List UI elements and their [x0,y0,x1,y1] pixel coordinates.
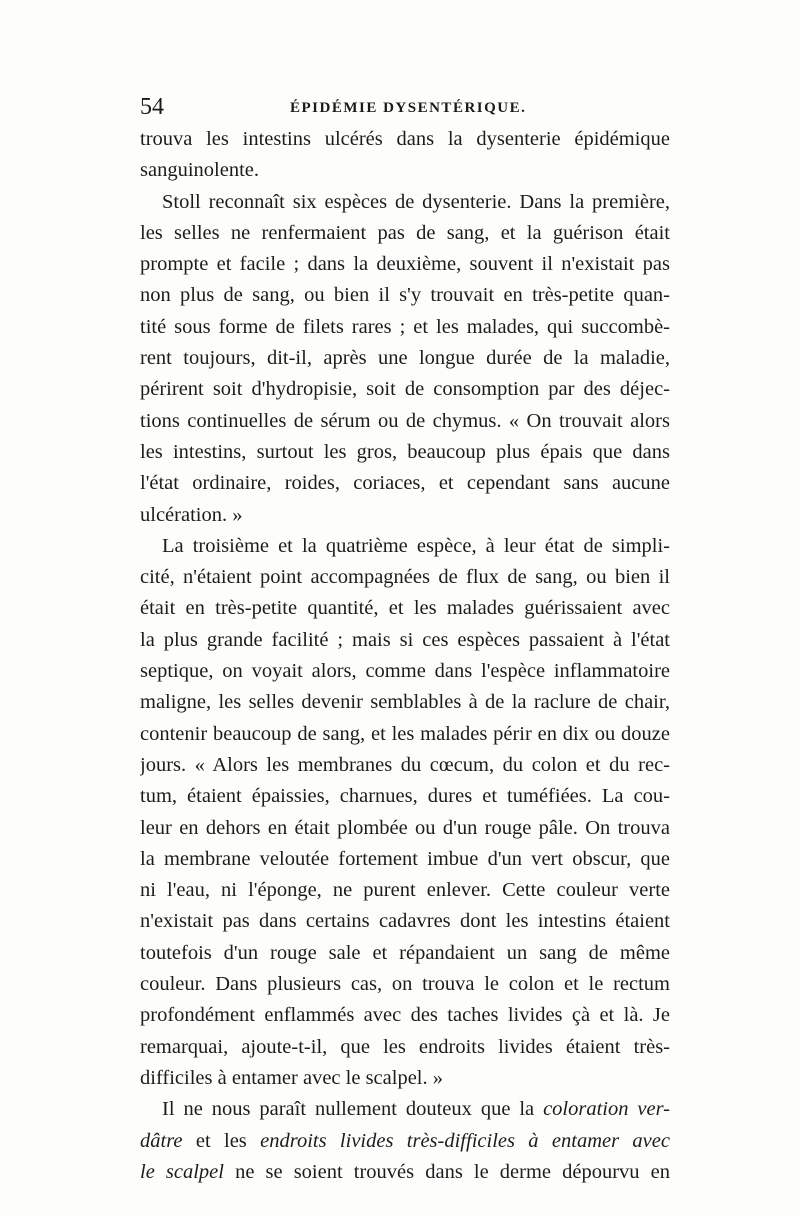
italic-run: endroits livides très-difficiles à entamer avec [260,1129,670,1152]
body-text [140,124,670,1188]
text-line: rent toujours, dit-il, après une longue durée de la maladie, [140,347,670,370]
running-title: ÉPIDÉMIE DYSENTÉRIQUE. [290,100,527,116]
text-line: les selles ne renfermaient pas de sang, et la guérison était [140,221,670,244]
italic-run: dâtre [140,1129,183,1152]
text-run: Il ne nous paraît nullement douteux que la [162,1098,544,1121]
text-line [140,1094,670,1125]
running-head [140,92,670,122]
text-line: l'état ordinaire, roides, coriaces, et cependant sans aucune [140,472,670,495]
text-line: remarquai, ajoute-t-il, que les endroits livides étaient très- [140,1035,670,1058]
text-line: contenir beaucoup de sang, et les malades périr en dix ou douze [140,722,670,745]
text-line: les intestins, surtout les gros, beaucoup plus épais que dans [140,440,670,463]
text-run: et les [182,1129,261,1152]
text-line: tité sous forme de filets rares ; et les malades, qui succombè- [140,315,670,338]
text-line: était en très-petite quantité, et les malades guérissaient avec [140,597,670,620]
text-line: septique, on voyait alors, comme dans l'espèce inflammatoire [140,660,670,683]
text-line: cité, n'étaient point accompagnées de flux de sang, ou bien il [140,566,670,589]
text-line: la plus grande facilité ; mais si ces espèces passaient à l'état [140,628,670,651]
text-line [140,1126,670,1157]
text-line: jours. « Alors les membranes du cœcum, du colon et du rec- [140,753,670,776]
text-line: sanguinolente. [140,159,259,182]
text-line: difficiles à entamer avec le scalpel. » [140,1066,443,1089]
text-run: ne se soient trouvés dans le derme dépourvu en [223,1160,670,1183]
text-line: tions continuelles de sérum ou de chymus. « On trouvait alors [140,409,670,432]
text-line: profondément enflammés avec des taches livides çà et là. Je [140,1004,670,1027]
text-line: leur en dehors en était plombée ou d'un rouge pâle. On trouva [140,816,670,839]
text-line: toutefois d'un rouge sale et répandaient un sang de même [140,941,670,964]
italic-run: le scalpel [140,1160,224,1183]
italic-run: coloration ver- [543,1098,670,1121]
text-line: tum, étaient épaissies, charnues, dures et tuméfiées. La cou- [140,785,670,808]
text-line: périrent soit d'hydropisie, soit de consomption par des déjec- [140,378,670,401]
text-line: maligne, les selles devenir semblables à de la raclure de chair, [140,691,670,714]
text-line: non plus de sang, ou bien il s'y trouvait en très-petite quan- [140,284,670,307]
text-line: couleur. Dans plusieurs cas, on trouva le colon et le rectum [140,973,670,996]
text-line [140,1157,670,1188]
text-line: la membrane veloutée fortement imbue d'un vert obscur, que [140,847,670,870]
text-line: ulcération. » [140,503,243,526]
text-line: ni l'eau, ni l'éponge, ne purent enlever. Cette couleur verte [140,879,670,902]
text-line: Stoll reconnaît six espèces de dysenterie. Dans la première, [162,190,670,213]
text-line: prompte et facile ; dans la deuxième, souvent il n'existait pas [140,253,670,276]
page-number: 54 [140,94,164,120]
text-line: La troisième et la quatrième espèce, à leur état de simpli- [162,534,670,557]
text-line: trouva les intestins ulcérés dans la dysenterie épidémique [140,128,670,150]
text-line: n'existait pas dans certains cadavres dont les intestins étaient [140,910,670,933]
